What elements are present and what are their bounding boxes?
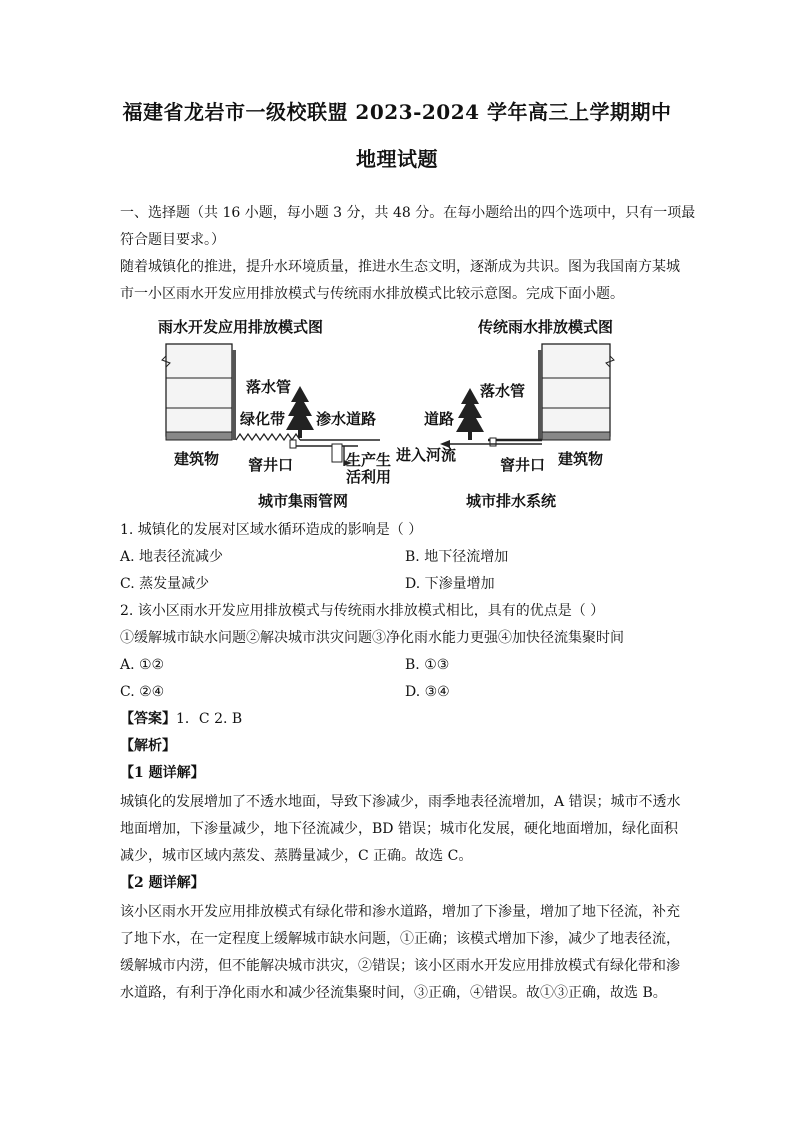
question-2-stem: 2. 该小区雨水开发应用排放模式与传统雨水排放模式相比，具有的优点是（ ） [120,603,605,619]
question-1-stem: 1. 城镇化的发展对区域水循环造成的影响是（ ） [120,522,423,538]
green-belt-label: 绿化带 [240,410,286,428]
reuse-label: 生产生活利用 [346,451,392,486]
left-downpipe [232,350,236,440]
right-building-label: 建筑物 [558,450,604,468]
q1-analysis-text: 地面增加，下渗量减少，地下径流减少，BD 错误；城市化发展，硬化地面增加，绿化面积 [120,821,678,837]
left-building [162,344,232,440]
diagram-graphics [158,316,648,516]
left-manhole-label: 窨井口 [248,456,294,474]
green-belt [236,434,300,440]
rainwater-diagram [158,316,648,516]
q2-option-b: B. ①③ [405,657,450,673]
section-instruction-cont: 符合题目要求。） [120,232,225,248]
right-downpipe [538,350,542,440]
answer-label: 【答案】 [120,711,176,727]
right-manhole [490,438,496,446]
left-manhole [290,440,296,448]
q2-analysis-text: 该小区雨水开发应用排放模式有绿化带和渗水道路，增加了下渗量，增加了地下径流，补充 [120,904,680,920]
q2-option-a: A. ①② [120,657,165,673]
right-caption: 城市排水系统 [466,492,557,510]
q2-option-c: C. ②④ [120,684,165,700]
answer-text: 1．C 2. B [176,711,243,727]
left-building-label: 建筑物 [174,450,220,468]
right-downpipe-label: 落水管 [480,382,526,400]
q1-analysis-text: 减少，城市区域内蒸发、蒸腾量减少，C 正确。故选 C。 [120,848,473,864]
analysis-label: 【解析】 [120,738,176,754]
q1-option-d: D. 下渗量增加 [405,576,495,592]
seepage-road-label: 渗水道路 [316,410,377,428]
left-caption: 城市集雨管网 [258,492,349,510]
q1-analysis-label: 【1 题详解】 [120,765,205,781]
q2-statements: ①缓解城市缺水问题②解决城市洪灾问题③净化雨水能力更强④加快径流集聚时间 [120,630,624,646]
left-diagram-title: 雨水开发应用排放模式图 [158,318,324,336]
page-title: 福建省龙岩市一级校联盟 2023-2024 学年高三上学期期中 [122,100,672,124]
q2-option-d: D. ③④ [405,684,450,700]
q2-analysis-text: 水道路，有利于净化雨水和减少径流集聚时间，③正确，④错误。故①③正确，故选 B。 [120,985,667,1001]
intro-text: 随着城镇化的推进，提升水环境质量，推进水生态文明，逐渐成为共识。图为我国南方某城 [120,259,680,275]
left-downpipe-label: 落水管 [246,378,292,396]
q1-option-b: B. 地下径流增加 [405,549,509,565]
section-instruction: 一、选择题（共 16 小题，每小题 3 分，共 48 分。在每小题给出的四个选项中，只有一项最 [120,205,696,221]
q1-option-c: C. 蒸发量减少 [120,576,210,592]
into-river-label: 进入河流 [396,446,457,464]
q1-option-a: A. 地表径流减少 [120,549,224,565]
right-diagram-title: 传统雨水排放模式图 [478,318,614,336]
page-subtitle: 地理试题 [356,147,438,171]
intro-text-cont: 市一小区雨水开发应用排放模式与传统雨水排放模式比较示意图。完成下面小题。 [120,286,624,302]
right-building [542,344,614,440]
answer-line [120,709,242,729]
q2-analysis-label: 【2 题详解】 [120,875,205,891]
q2-analysis-text: 缓解城市内涝，但不能解决城市洪灾，②错误；该小区雨水开发应用排放模式有绿化带和渗 [120,958,680,974]
right-road-label: 道路 [424,410,455,428]
q2-analysis-text: 了地下水，在一定程度上缓解城市缺水问题，①正确；该模式增加下渗，减少了地表径流， [120,931,680,947]
right-manhole-label: 窨井口 [500,456,546,474]
q1-analysis-text: 城镇化的发展增加了不透水地面，导致下渗减少，雨季地表径流增加，A 错误；城市不透水 [120,794,681,810]
